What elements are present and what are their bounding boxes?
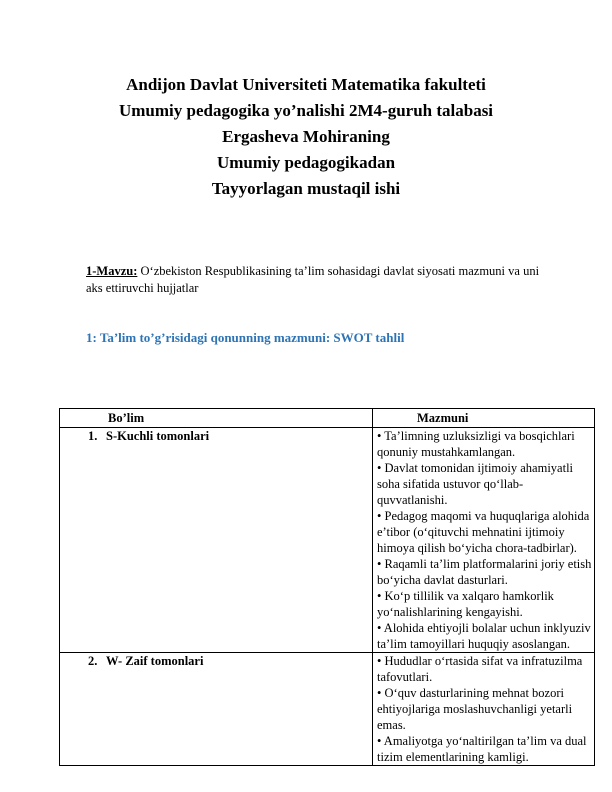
list-item: • Ko‘p tillilik va xalqaro hamkorlik yo‘nalishlarining kengayishi. (377, 589, 554, 619)
list-item: • Pedagog maqomi va huquqlariga alohida e’tibor (o‘qituvchi mehnatini ijtimoiy himoya qilish bo‘yicha chora-tadbirlar). (377, 509, 590, 555)
row-label-text: W- Zaif tomonlari (106, 654, 204, 668)
work-type-line: Tayyorlagan mustaqil ishi (211, 179, 401, 198)
row-content-weaknesses (373, 653, 595, 766)
row-number: 2. (88, 654, 98, 668)
header-part: Bo’lim (60, 409, 373, 428)
student-name-line: Ergasheva Mohiraning (222, 127, 390, 146)
row-label-weaknesses (60, 653, 373, 766)
row-label-strengths (60, 428, 373, 653)
table-row (60, 653, 595, 766)
topic-label: 1-Mavzu: (86, 264, 138, 278)
document-title-block (0, 72, 612, 202)
topic-paragraph (86, 263, 556, 297)
header-content: Mazmuni (373, 409, 595, 428)
list-item: • Davlat tomonidan ijtimoiy ahamiyatli soha sifatida ustuvor qo‘llab-quvvatlanishi. (377, 461, 574, 507)
section-heading: 1: Ta’lim to’g’risidagi qonunning mazmuni: SWOT tahlil (86, 330, 405, 345)
university-faculty-line: Andijon Davlat Universiteti Matematika fakulteti (126, 75, 486, 94)
list-item: • Alohida ehtiyojli bolalar uchun inklyuziv ta’lim tamoyillari huquqiy asoslangan. (377, 621, 591, 651)
program-group-line: Umumiy pedagogika yo’nalishi 2M4-guruh talabasi (118, 101, 494, 120)
topic-text: O‘zbekiston Respublikasining ta’lim sohasidagi davlat siyosati mazmuni va uni aks ettiruvchi hujjatlar (86, 264, 540, 295)
list-item: • Raqamli ta’lim platformalarini joriy etish bo‘yicha davlat dasturlari. (377, 557, 592, 587)
swot-table (59, 408, 595, 766)
list-item: • O‘quv dasturlarining mehnat bozori ehtiyojlariga moslashuvchanligi yetarli emas. (377, 686, 573, 732)
row-label-text: S-Kuchli tomonlari (106, 429, 210, 443)
subject-line: Umumiy pedagogikadan (216, 153, 396, 172)
row-number: 1. (88, 429, 98, 443)
list-item: • Hududlar o‘rtasida sifat va infratuzilma tafovutlari. (377, 654, 583, 684)
row-content-strengths (373, 428, 595, 653)
table-row (60, 428, 595, 653)
table-header-row (60, 409, 595, 428)
list-item: • Amaliyotga yo‘naltirilgan ta’lim va dual tizim elementlarining kamligi. (377, 734, 587, 764)
list-item: • Ta’limning uzluksizligi va bosqichlari qonuniy mustahkamlangan. (377, 429, 575, 459)
